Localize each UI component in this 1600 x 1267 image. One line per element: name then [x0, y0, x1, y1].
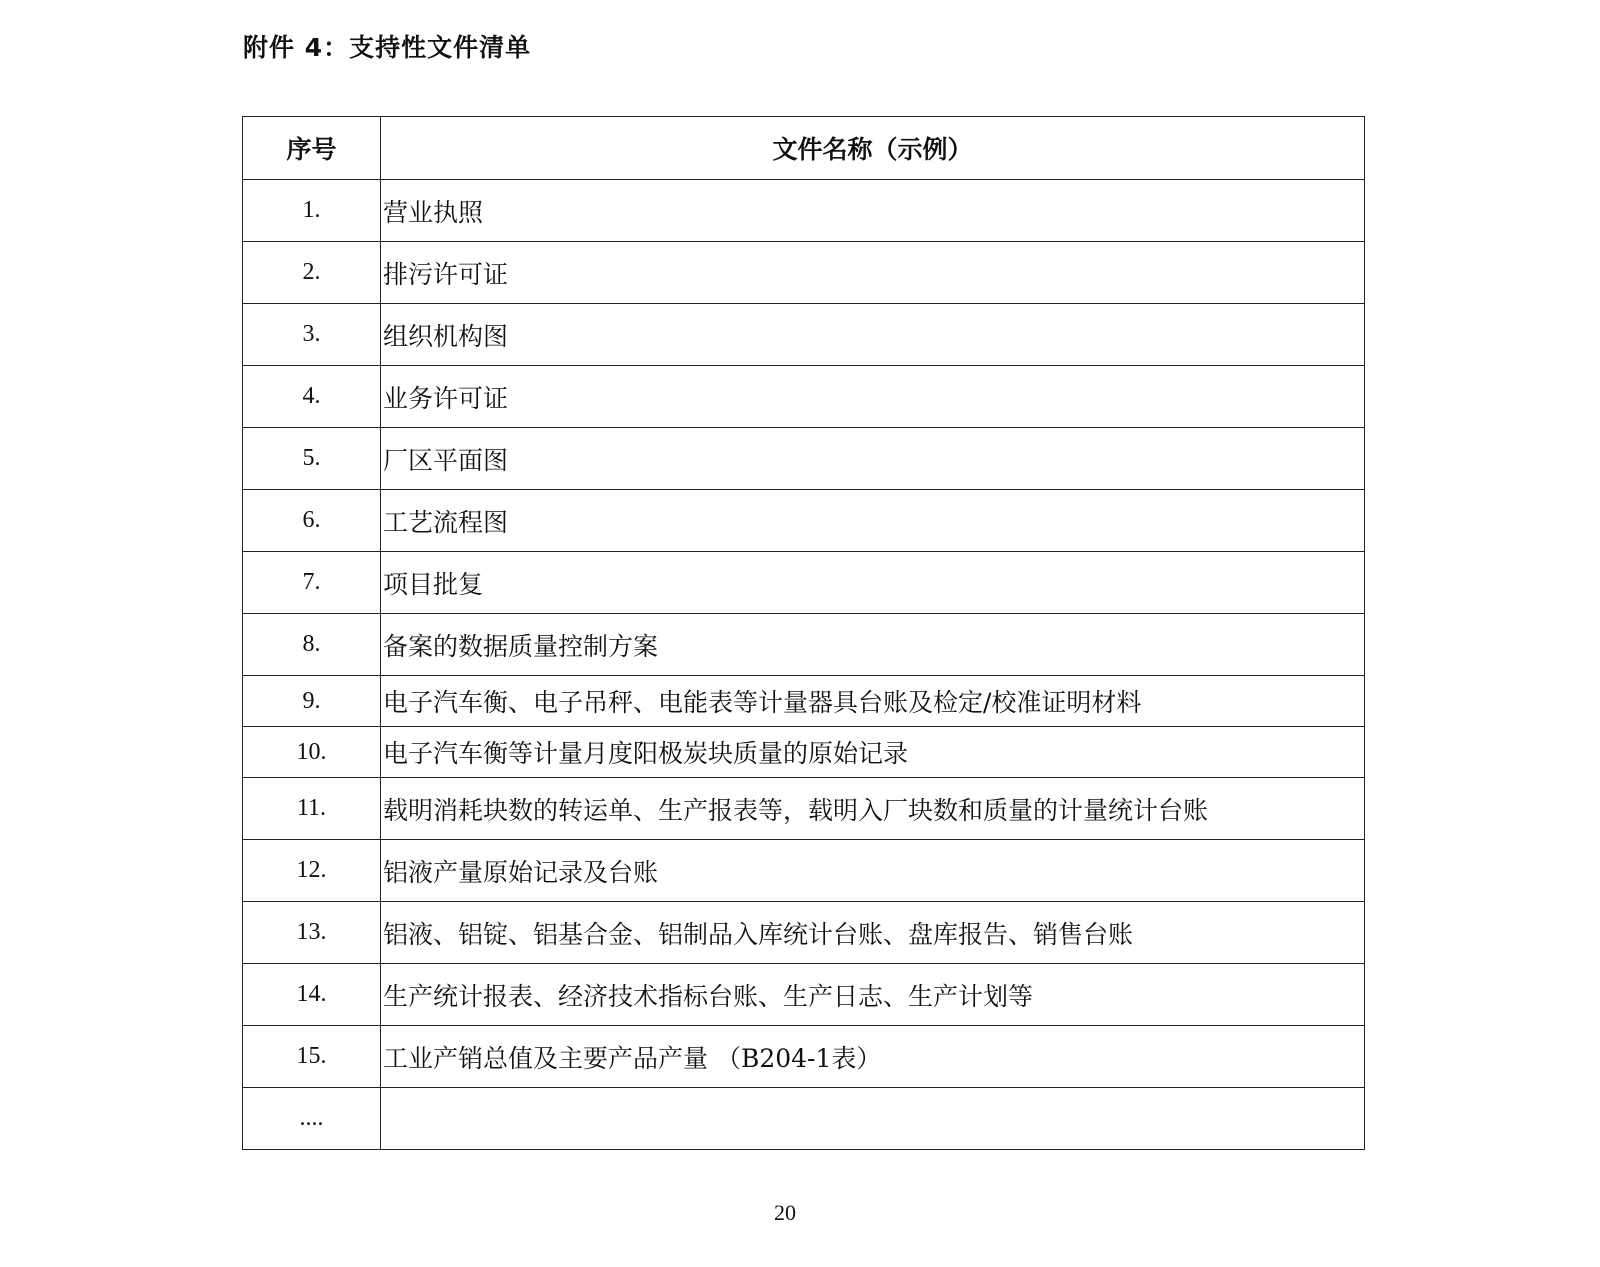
row-number: 12.	[243, 840, 381, 902]
row-file-name: 铝液产量原始记录及台账	[381, 840, 1365, 902]
row-number: 9.	[243, 676, 381, 727]
row-file-name: 电子汽车衡等计量月度阳极炭块质量的原始记录	[381, 727, 1365, 778]
table-row	[243, 1088, 1365, 1150]
row-number: 2.	[243, 242, 381, 304]
table-header-row	[243, 117, 1365, 180]
row-file-name: 排污许可证	[381, 242, 1365, 304]
row-file-name: 工艺流程图	[381, 490, 1365, 552]
table-row	[243, 1026, 1365, 1088]
table-row	[243, 180, 1365, 242]
row-number: 11.	[243, 778, 381, 840]
row-number: 8.	[243, 614, 381, 676]
table-row	[243, 304, 1365, 366]
row-number: 1.	[243, 180, 381, 242]
table-row	[243, 676, 1365, 727]
table-row	[243, 964, 1365, 1026]
table-row	[243, 614, 1365, 676]
row-number: 15.	[243, 1026, 381, 1088]
row-file-name: 组织机构图	[381, 304, 1365, 366]
table-row	[243, 778, 1365, 840]
row-file-name: 厂区平面图	[381, 428, 1365, 490]
row-number: 4.	[243, 366, 381, 428]
row-file-name: 备案的数据质量控制方案	[381, 614, 1365, 676]
table-row	[243, 727, 1365, 778]
column-header-number: 序号	[243, 117, 381, 180]
row-number: 14.	[243, 964, 381, 1026]
column-header-file-name: 文件名称（示例）	[381, 117, 1365, 180]
row-file-name: 载明消耗块数的转运单、生产报表等，载明入厂块数和质量的计量统计台账	[381, 778, 1365, 840]
row-file-name: 铝液、铝锭、铝基合金、铝制品入库统计台账、盘库报告、销售台账	[381, 902, 1365, 964]
row-file-name: 工业产销总值及主要产品产量 （B204-1表）	[381, 1026, 1365, 1088]
attachment-heading: 附件 4：支持性文件清单	[243, 33, 532, 62]
table-row	[243, 490, 1365, 552]
row-file-name: 业务许可证	[381, 366, 1365, 428]
table-row	[243, 840, 1365, 902]
row-file-name: 营业执照	[381, 180, 1365, 242]
table-row	[243, 902, 1365, 964]
document-list-table	[242, 116, 1365, 1150]
row-number: 7.	[243, 552, 381, 614]
row-file-name-empty	[381, 1088, 1365, 1150]
row-file-name: 项目批复	[381, 552, 1365, 614]
table-row	[243, 242, 1365, 304]
row-file-name: 生产统计报表、经济技术指标台账、生产日志、生产计划等	[381, 964, 1365, 1026]
row-file-name: 电子汽车衡、电子吊秤、电能表等计量器具台账及检定/校准证明材料	[381, 676, 1365, 727]
row-number: 3.	[243, 304, 381, 366]
page-number: 20	[774, 1200, 796, 1225]
table-row	[243, 552, 1365, 614]
table-row	[243, 428, 1365, 490]
row-number-ellipsis: ....	[243, 1088, 381, 1150]
row-number: 13.	[243, 902, 381, 964]
row-number: 5.	[243, 428, 381, 490]
table-row	[243, 366, 1365, 428]
row-number: 10.	[243, 727, 381, 778]
row-number: 6.	[243, 490, 381, 552]
